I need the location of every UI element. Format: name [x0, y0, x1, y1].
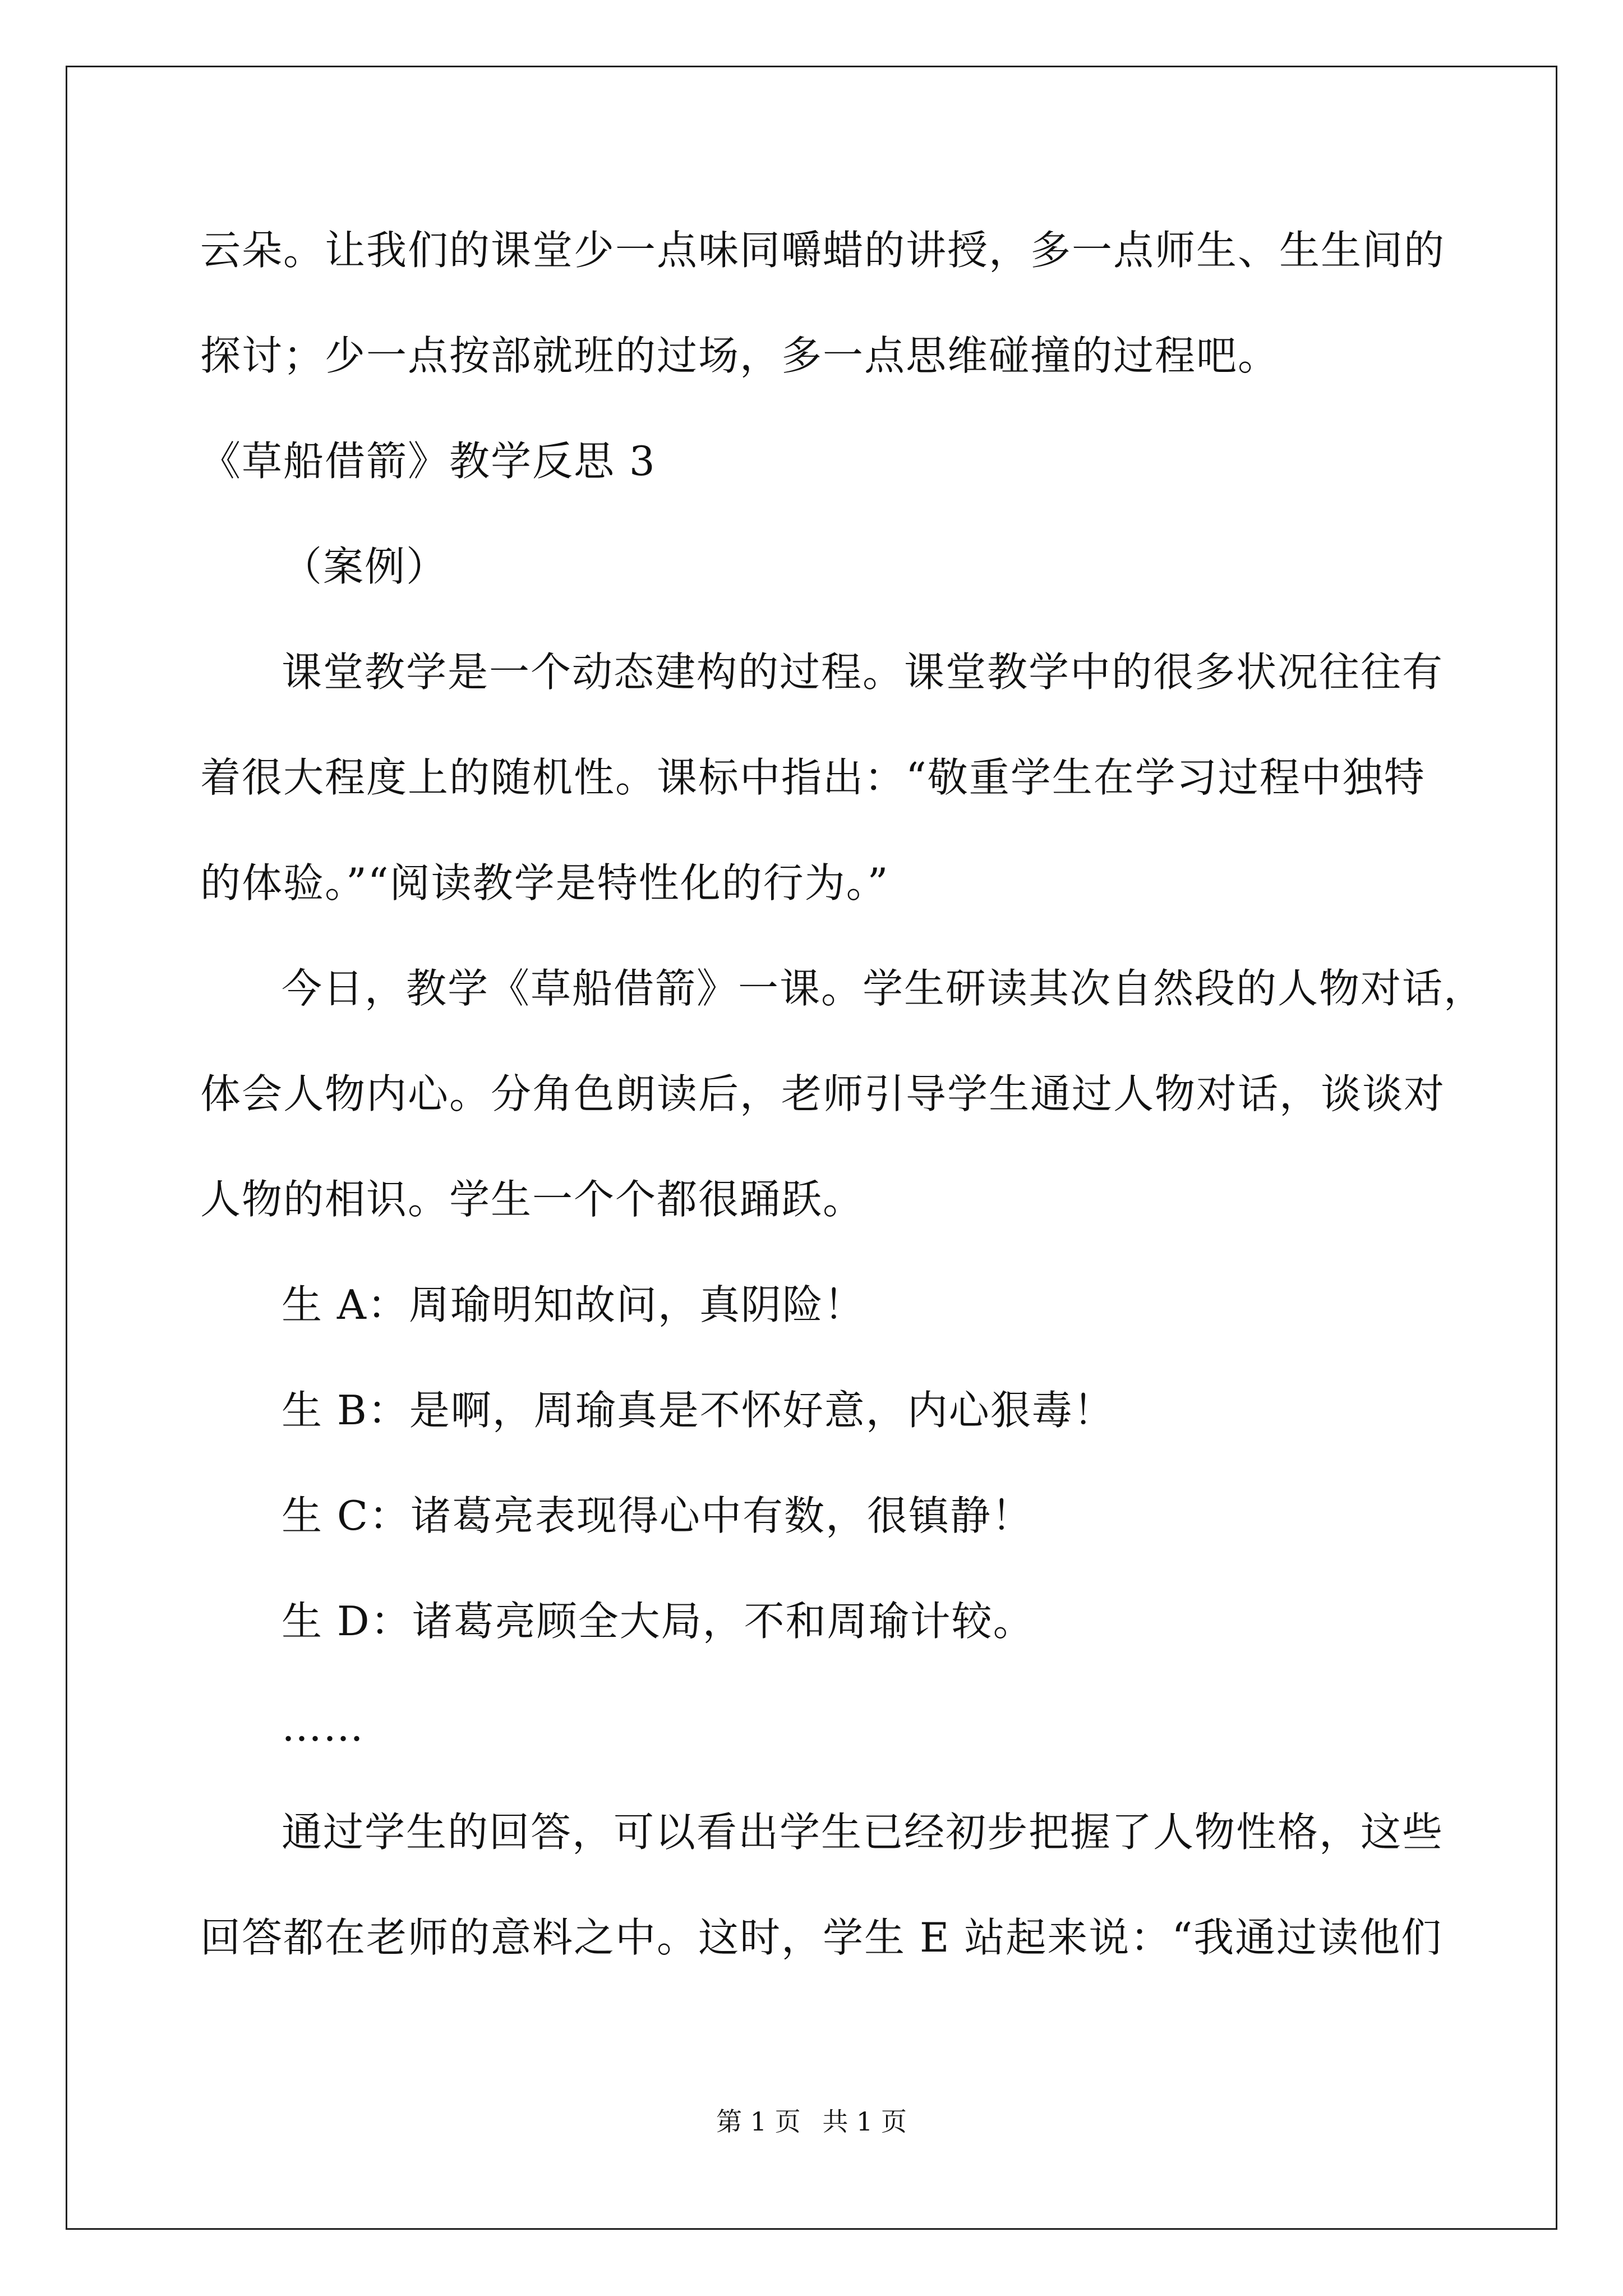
section-heading: 《草船借箭》教学反思 3 [200, 438, 656, 485]
page-total: 共 1 页 [822, 2106, 907, 2137]
paragraph-1-line-1: 课堂教学是一个动态建构的过程。课堂教学中的很多状况往往有 [282, 648, 1444, 696]
body-line-1: 云朵。让我们的课堂少一点味同嚼蜡的讲授，多一点师生、生生间的 [200, 227, 1446, 274]
case-label: （案例） [282, 543, 448, 590]
paragraph-2-line-3: 人物的相识。学生一个个都很踊跃。 [200, 1176, 865, 1223]
paragraph-3-line-1: 通过学生的回答，可以看出学生已经初步把握了人物性格，这些 [282, 1809, 1444, 1856]
ellipsis-line: …… [282, 1703, 365, 1750]
paragraph-2-line-2: 体会人物内心。分角色朗读后，老师引导学生通过人物对话，谈谈对 [200, 1070, 1446, 1117]
paragraph-1-line-2: 着很大程度上的随机性。课标中指出：“敬重学生在学习过程中独特 [200, 754, 1426, 801]
student-a-line: 生 A：周瑜明知故问，真阴险！ [282, 1281, 865, 1328]
page-number: 第 1 页 [716, 2106, 801, 2137]
paragraph-2-line-1: 今日，教学《草船借箭》一课。学生研读其次自然段的人物对话， [282, 965, 1486, 1012]
paragraph-3-line-2: 回答都在老师的意料之中。这时，学生 E 站起来说：“我通过读他们 [200, 1914, 1443, 1961]
student-d-line: 生 D：诸葛亮顾全大局，不和周瑜计较。 [282, 1598, 1035, 1645]
student-c-line: 生 C：诸葛亮表现得心中有数，很镇静！ [282, 1492, 1033, 1539]
page-frame [66, 66, 1557, 2230]
student-b-line: 生 B：是啊，周瑜真是不怀好意，内心狠毒！ [282, 1387, 1115, 1434]
page-footer [0, 2105, 1623, 2138]
body-line-2: 探讨；少一点按部就班的过场，多一点思维碰撞的过程吧。 [200, 332, 1280, 379]
paragraph-1-line-3: 的体验。”“阅读教学是特性化的行为。” [200, 859, 889, 907]
